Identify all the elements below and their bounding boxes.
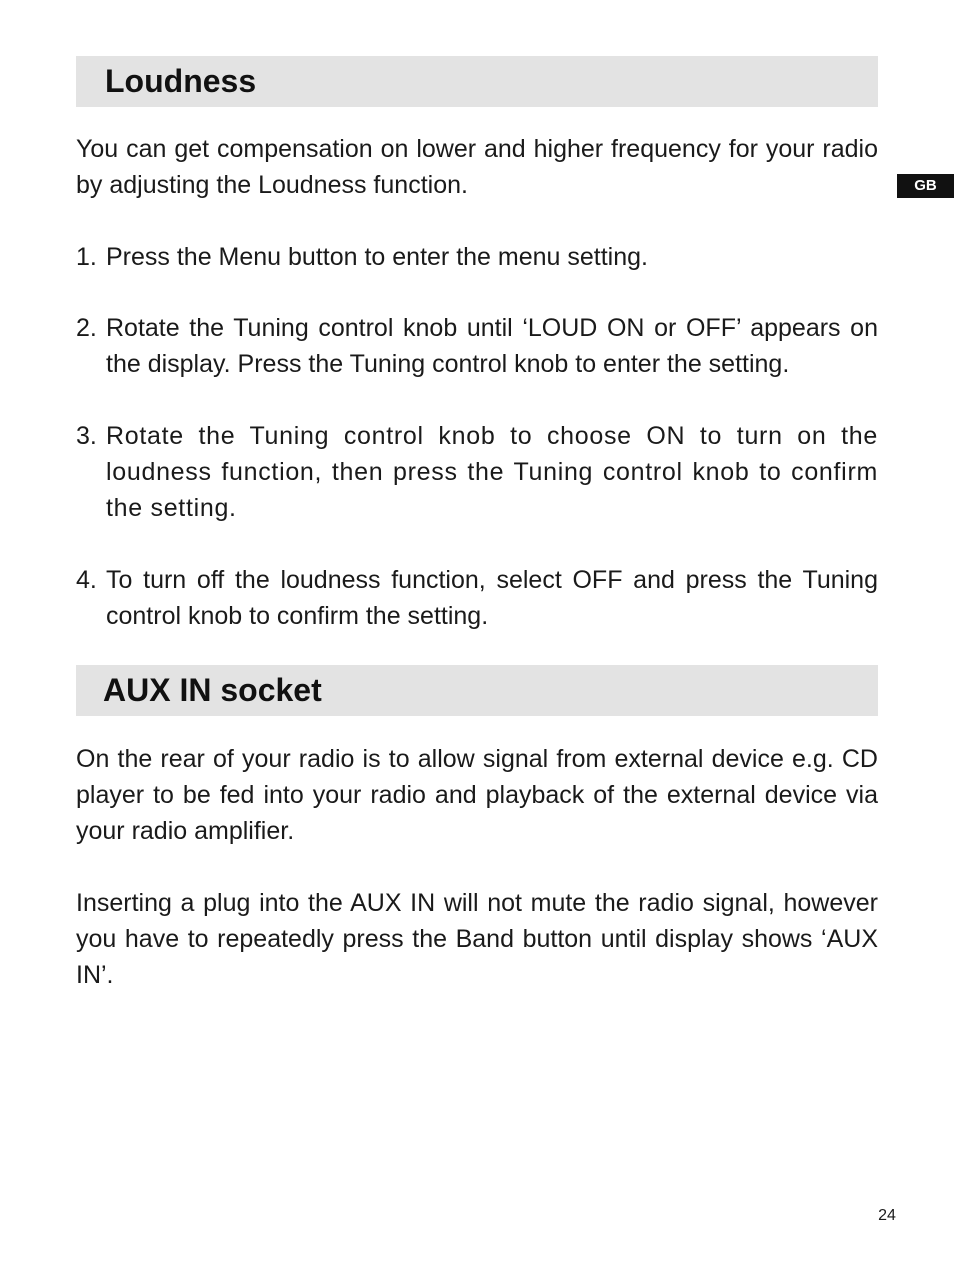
step-number: 3. [76, 422, 97, 450]
loudness-step-3 [76, 418, 878, 526]
step-text: Rotate the Tuning control knob until ‘LOUD ON or OFF’ appears on the display. Press the Tuning control knob to enter the setting. [106, 314, 878, 378]
aux-in-section-header [76, 665, 878, 716]
step-text: Press the Menu button to enter the menu setting. [106, 243, 648, 271]
loudness-step-1 [76, 239, 878, 275]
loudness-section-header [76, 56, 878, 107]
aux-in-paragraph-1: On the rear of your radio is to allow signal from external device e.g. CD player to be fed into your radio and playback of the external device via your radio amplifier. [76, 745, 878, 845]
step-text: To turn off the loudness function, select OFF and press the Tuning control knob to confirm the setting. [106, 566, 878, 630]
language-tab-badge: GB [897, 174, 954, 198]
loudness-step-2 [76, 310, 878, 382]
loudness-intro-paragraph: You can get compensation on lower and higher frequency for your radio by adjusting the Loudness function. [76, 135, 878, 199]
page-number: 24 [878, 1207, 896, 1224]
loudness-heading: Loudness [105, 63, 257, 99]
step-text: Rotate the Tuning control knob to choose ON to turn on the loudness function, then press the Tuning control knob to confirm the setting. [106, 422, 878, 522]
aux-in-heading: AUX IN socket [103, 672, 322, 708]
loudness-step-4 [76, 562, 878, 634]
aux-in-paragraph-2: Inserting a plug into the AUX IN will not mute the radio signal, however you have to repeatedly press the Band button until display shows ‘AUX IN’. [76, 889, 878, 989]
step-number: 2. [76, 314, 97, 342]
step-number: 4. [76, 566, 97, 594]
step-number: 1. [76, 243, 97, 271]
